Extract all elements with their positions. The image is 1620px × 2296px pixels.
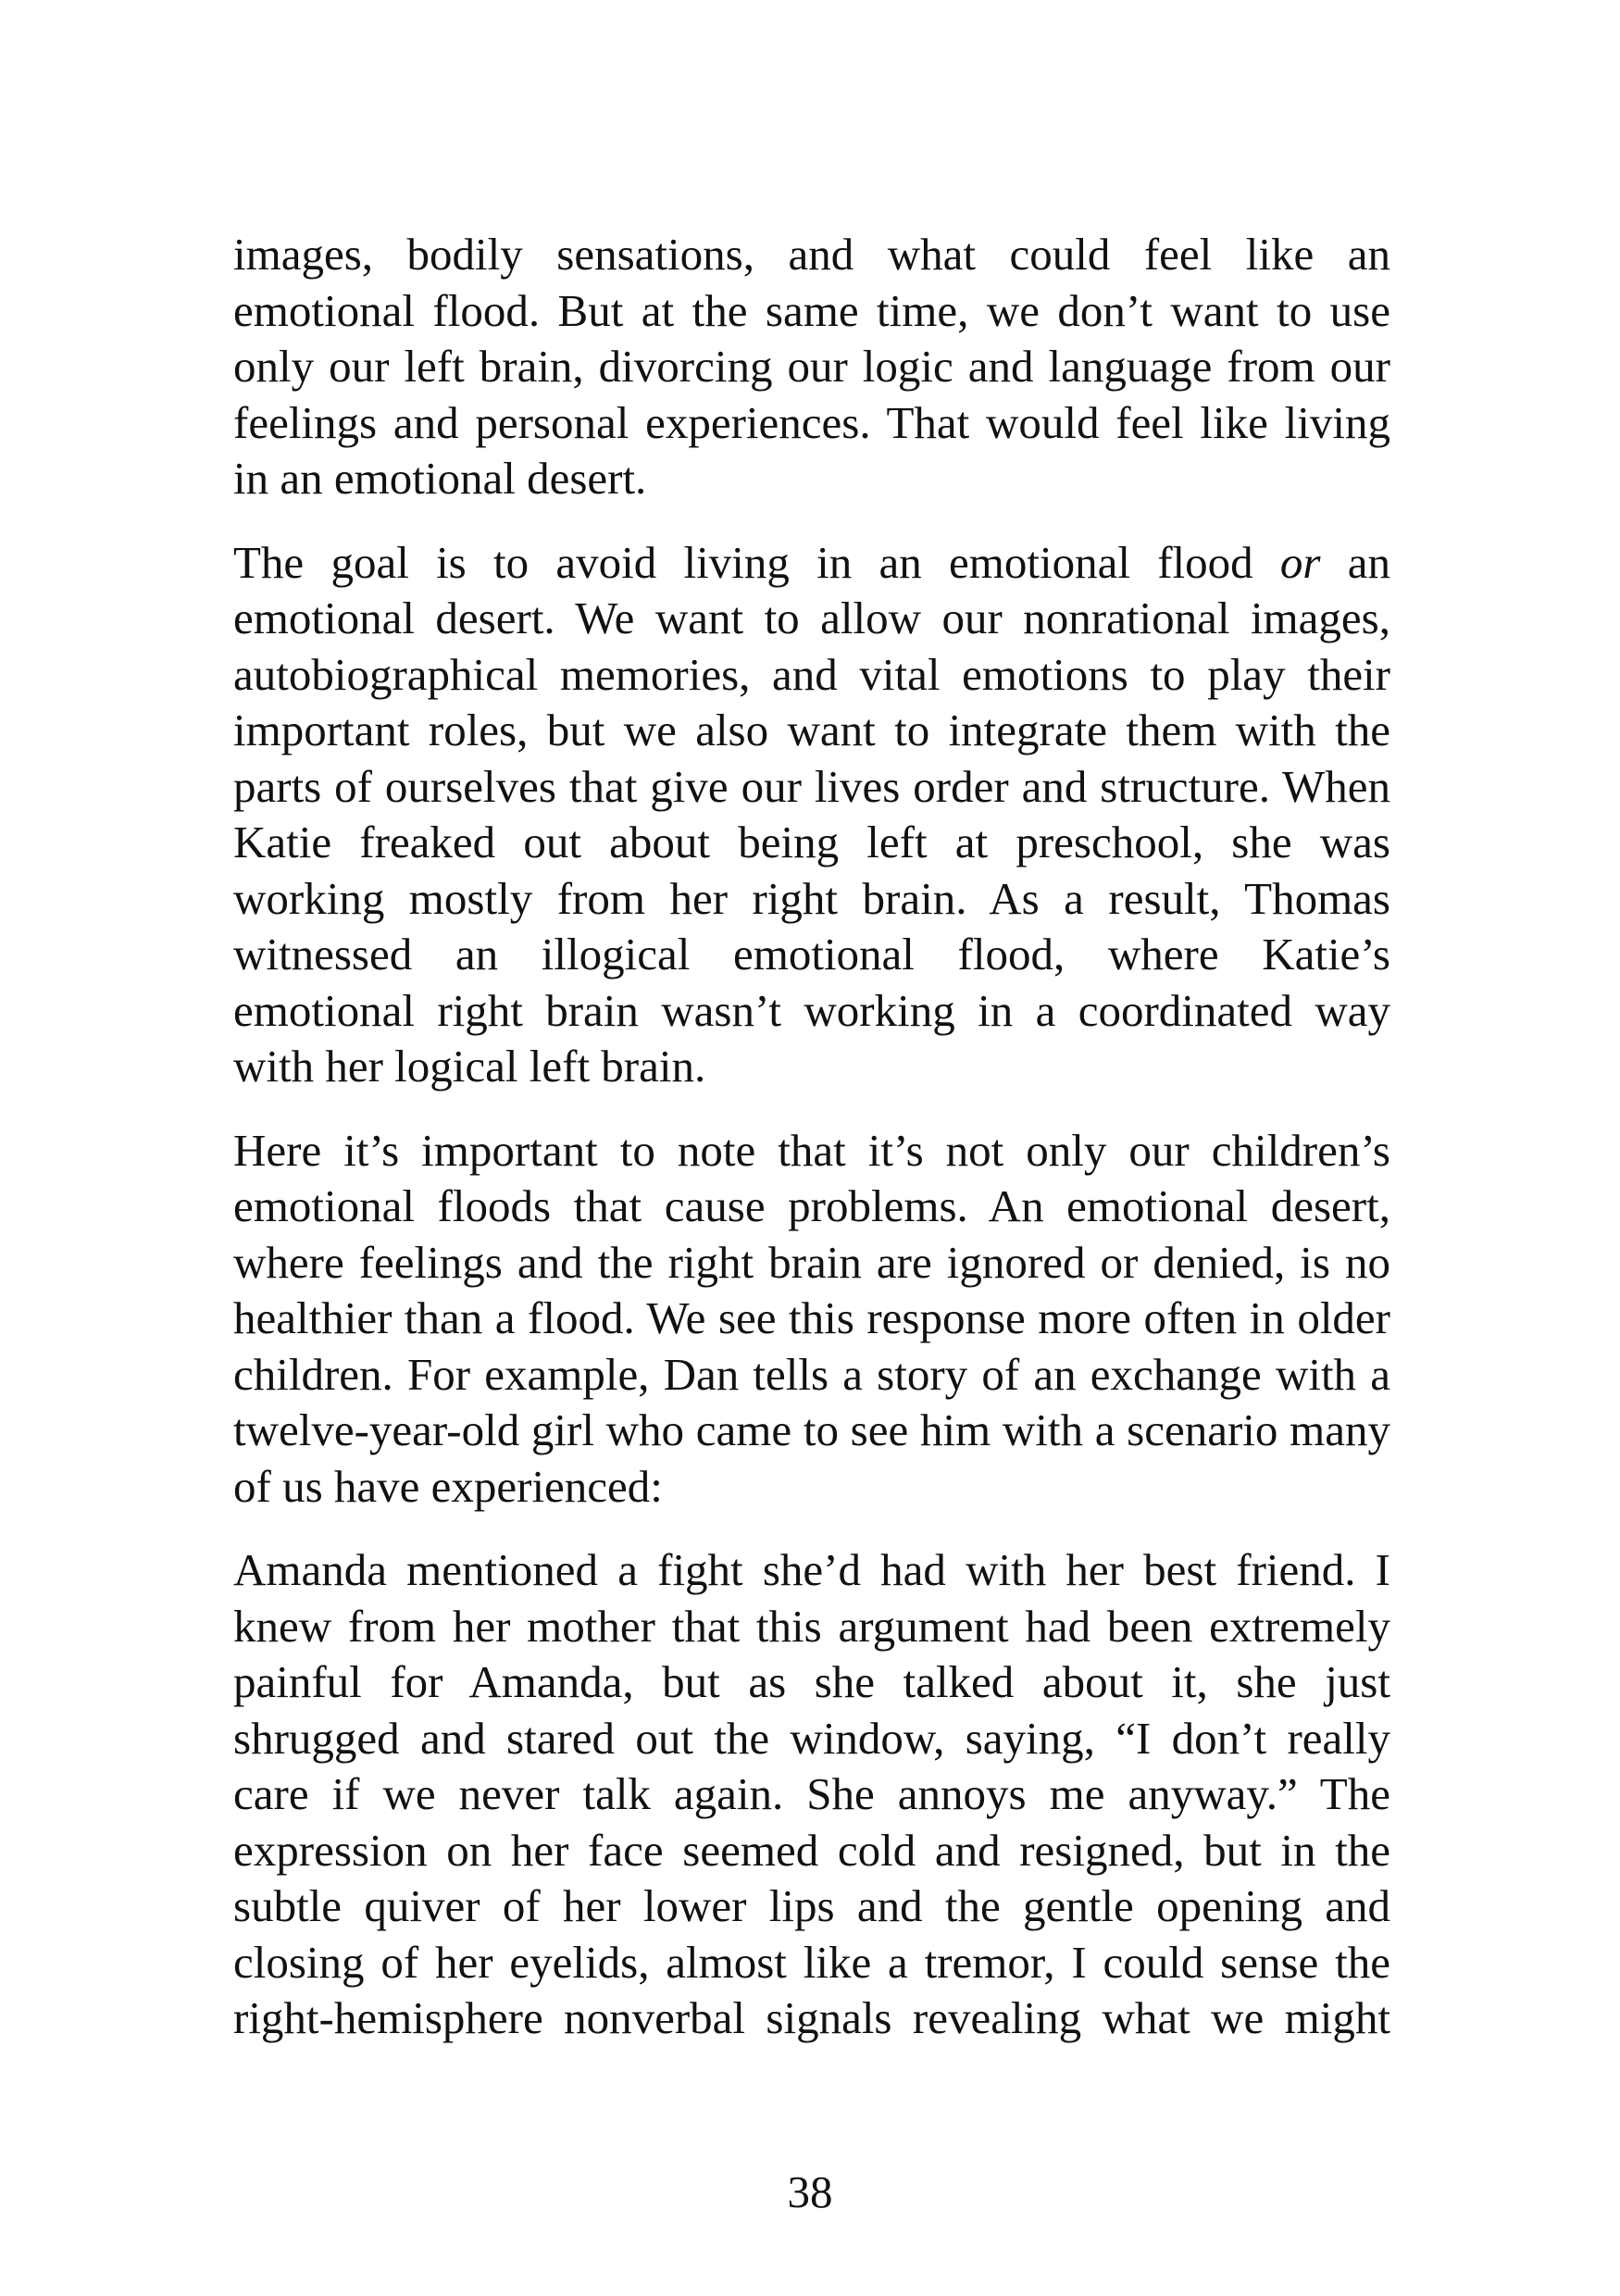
paragraph-4: Amanda mentioned a fight she’d had with her best friend. I knew from her mother that this argument had been extremely painful for Amanda, but as she talked about it, she just shrugged and stared out the window, saying, “I don’t really care if we never talk again. She annoys me anyway.” The expression on her face seemed cold and resigned, but in the subtle quiver of her lower lips and the gentle opening and closing of her eyelids, almost like a tremor, I could sense the right-hemisphere nonverbal signals revealing what we might bbox=[233, 1544, 1390, 2043]
paragraph-3: Here it’s important to note that it’s not only our children’s emotional floods that cause problems. An emotional desert, where feelings and the right brain are ignored or denied, is no healthier than a flood. We see this response more often in older children. For example, Dan tells a story of an exchange with a twelve-year-old girl who came to see him with a scenario many of us have experienced: bbox=[233, 1124, 1390, 1512]
body-text bbox=[233, 227, 1390, 2075]
paragraph-2 bbox=[233, 535, 1390, 1095]
paragraph-2-before: The goal is to avoid living in an emotional flood bbox=[233, 536, 1280, 588]
paragraph-1: images, bodily sensations, and what could feel like an emotional flood. But at the same time, we don’t want to use only our left brain, divorcing our logic and language from our feelings and personal experiences. That would feel like living in an emotional desert. bbox=[233, 229, 1390, 504]
paragraph-2-after: an emotional desert. We want to allow our nonrational images, autobiographical memories, and vital emotions to play their important roles, but we also want to integrate them with the parts of ourselves that give our lives order and structure. When Katie freaked out about being left at preschool, she was working mostly from her right brain. As a result, Thomas witnessed an illogical emotional flood, where Katie’s emotional right brain wasn’t working in a coordinated way with her logical left brain. bbox=[233, 536, 1390, 1092]
page-number: 38 bbox=[787, 2166, 833, 2217]
paragraph-2-emphasis: or bbox=[1279, 536, 1321, 588]
